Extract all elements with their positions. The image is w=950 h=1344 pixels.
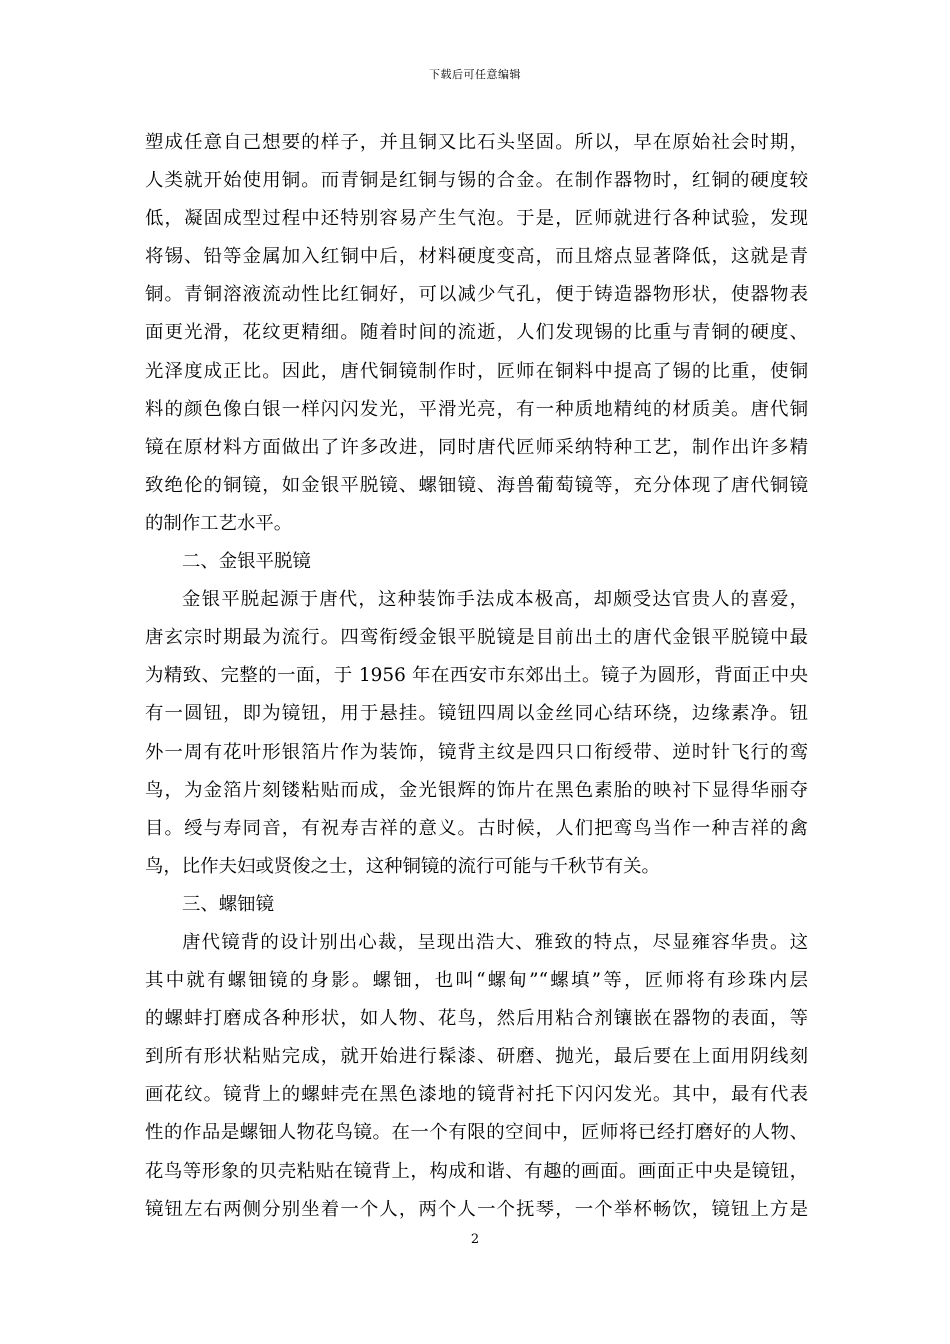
body-line: 画花纹。镜背上的螺蚌壳在黑色漆地的镜背衬托下闪闪发光。其中，最有代表 xyxy=(145,1084,808,1106)
body-line: 的螺蚌打磨成各种形状，如人物、花鸟，然后用粘合剂镶嵌在器物的表面，等 xyxy=(145,1008,808,1030)
body-line: 有一圆钮，即为镜钮，用于悬挂。镜钮四周以金丝同心结环绕，边缘素净。钮 xyxy=(145,703,808,725)
body-line: 将锡、铅等金属加入红铜中后，材料硬度变高，而且熔点显著降低，这就是青 xyxy=(145,246,808,268)
body-line: 低，凝固成型过程中还特别容易产生气泡。于是，匠师就进行各种试验，发现 xyxy=(145,208,808,230)
body-line: 花鸟等形象的贝壳粘贴在镜背上，构成和谐、有趣的画面。画面正中央是镜钮， xyxy=(145,1160,808,1182)
body-line: 铜。青铜溶液流动性比红铜好，可以减少气孔，便于铸造器物形状，使器物表 xyxy=(145,284,808,306)
body-line: 致绝伦的铜镜，如金银平脱镜、螺钿镜、海兽葡萄镜等，充分体现了唐代铜镜 xyxy=(145,474,808,496)
page-header: 下载后可任意编辑 xyxy=(429,68,521,81)
body-line: 金银平脱起源于唐代，这种装饰手法成本极高，却颇受达官贵人的喜爱， xyxy=(182,589,808,611)
body-line: 料的颜色像白银一样闪闪发光，平滑光亮，有一种质地精纯的材质美。唐代铜 xyxy=(145,398,808,420)
body-line: 塑成任意自己想要的样子，并且铜又比石头坚固。所以，早在原始社会时期， xyxy=(145,132,808,153)
body-line: 为精致、完整的一面，于 1956 年在西安市东郊出土。镜子为圆形，背面正中央 xyxy=(145,665,808,687)
body-line: 镜在原材料方面做出了许多改进，同时唐代匠师采纳特种工艺，制作出许多精 xyxy=(145,436,808,458)
body-line: 唐玄宗时期最为流行。四鸾衔绶金银平脱镜是目前出土的唐代金银平脱镜中最 xyxy=(145,627,808,649)
document-body xyxy=(145,128,808,1233)
body-line: 鸟，为金箔片刻镂粘贴而成，金光银辉的饰片在黑色素胎的映衬下显得华丽夺 xyxy=(145,779,808,801)
body-line: 光泽度成正比。因此，唐代铜镜制作时，匠师在铜料中提高了锡的比重，使铜 xyxy=(145,360,808,382)
page-number: 2 xyxy=(470,1232,480,1247)
body-line: 其中就有螺钿镜的身影。螺钿，也叫“螺甸”“螺填”等，匠师将有珍珠内层 xyxy=(145,970,808,992)
body-line: 面更光滑，花纹更精细。随着时间的流逝，人们发现锡的比重与青铜的硬度、 xyxy=(145,322,808,344)
section-heading: 三、螺钿镜 xyxy=(182,893,274,915)
body-line: 镜钮左右两侧分别坐着一个人，两个人一个抚琴，一个举杯畅饮，镜钮上方是 xyxy=(145,1198,808,1220)
body-line: 的制作工艺水平。 xyxy=(145,512,293,534)
body-line: 外一周有花叶形银箔片作为装饰，镜背主纹是四只口衔绶带、逆时针飞行的鸾 xyxy=(145,741,808,763)
body-line: 鸟，比作夫妇或贤俊之士，这种铜镜的流行可能与千秋节有关。 xyxy=(145,855,660,877)
body-line: 人类就开始使用铜。而青铜是红铜与锡的合金。在制作器物时，红铜的硬度较 xyxy=(145,170,808,192)
body-line: 目。绶与寿同音，有祝寿吉祥的意义。古时候，人们把鸾鸟当作一种吉祥的禽 xyxy=(145,817,808,839)
section-heading: 二、金银平脱镜 xyxy=(182,551,311,573)
body-line: 到所有形状粘贴完成，就开始进行髹漆、研磨、抛光，最后要在上面用阴线刻 xyxy=(145,1046,808,1068)
body-line: 唐代镜背的设计别出心裁，呈现出浩大、雅致的特点，尽显雍容华贵。这 xyxy=(182,931,808,953)
body-line: 性的作品是螺钿人物花鸟镜。在一个有限的空间中，匠师将已经打磨好的人物、 xyxy=(145,1122,808,1144)
